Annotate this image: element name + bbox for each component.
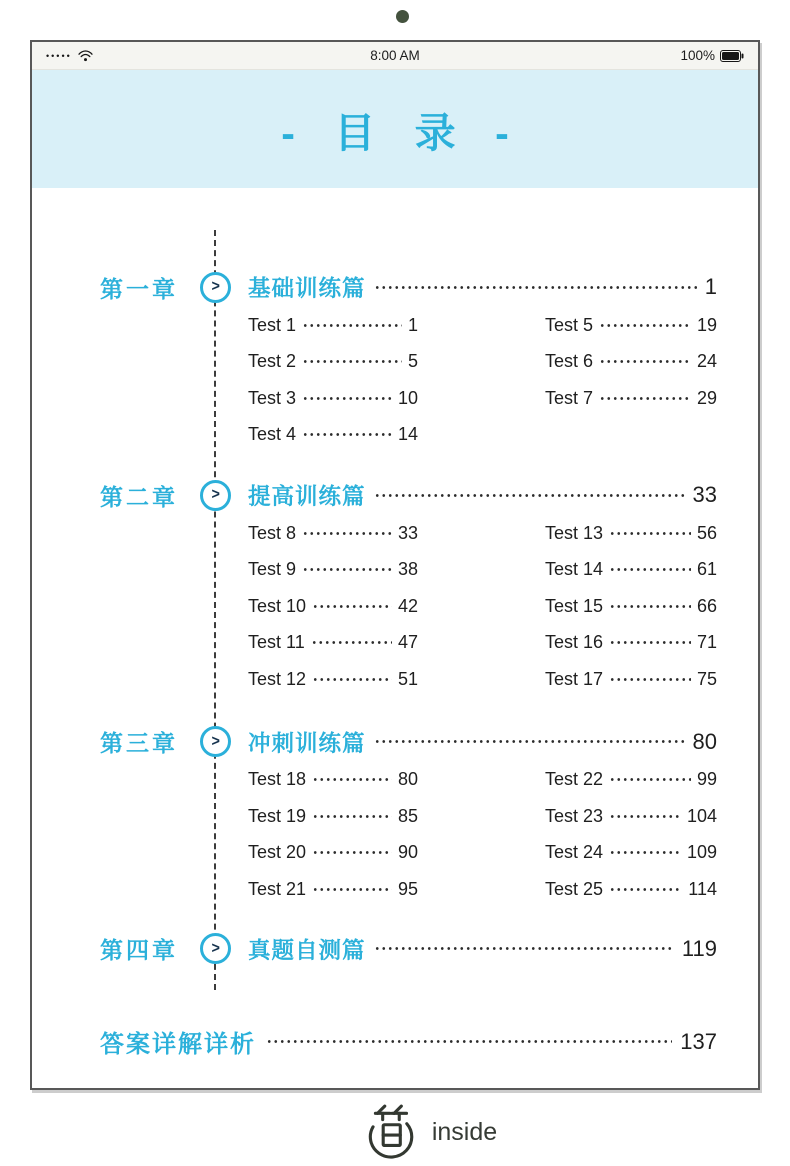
test-row[interactable] xyxy=(248,625,418,662)
chevron-right-icon: > xyxy=(211,486,220,503)
test-page-number: 90 xyxy=(397,842,418,863)
test-page-number: 85 xyxy=(397,805,418,826)
test-row[interactable] xyxy=(545,661,717,698)
test-row[interactable] xyxy=(248,344,418,381)
tablet-frame xyxy=(30,40,760,1090)
test-page-number: 99 xyxy=(696,769,717,790)
test-page-number: 5 xyxy=(407,351,418,372)
dotted-leader xyxy=(312,777,392,782)
test-page-number: 109 xyxy=(686,842,717,863)
test-page-number: 19 xyxy=(696,314,717,335)
jian-logo-icon xyxy=(363,1103,421,1161)
chapter-page-number: 1 xyxy=(704,274,717,299)
test-page-number: 51 xyxy=(397,668,418,689)
test-label: Test 14 xyxy=(545,559,604,580)
test-row[interactable] xyxy=(248,798,418,835)
dotted-leader xyxy=(599,323,691,328)
chevron-right-icon: > xyxy=(211,732,220,750)
test-page-number: 95 xyxy=(397,878,418,899)
dotted-leader xyxy=(609,531,691,536)
test-row[interactable] xyxy=(545,307,717,344)
signal-strength-icon: ••••• xyxy=(46,50,72,61)
wifi-icon xyxy=(78,50,93,62)
test-label: Test 22 xyxy=(545,769,604,790)
chapter-name: 第三章 xyxy=(100,730,178,756)
test-row[interactable] xyxy=(248,762,418,799)
battery-icon xyxy=(720,50,744,62)
dotted-leader xyxy=(312,604,392,609)
dotted-leader xyxy=(609,677,691,682)
test-label: Test 5 xyxy=(545,314,594,335)
toc-content xyxy=(100,188,717,1063)
test-page-number: 47 xyxy=(397,632,418,653)
test-row[interactable] xyxy=(248,417,418,454)
test-page-number: 104 xyxy=(686,805,717,826)
footer-brand xyxy=(0,1100,790,1164)
dotted-leader xyxy=(302,567,392,572)
test-page-number: 80 xyxy=(397,769,418,790)
chevron-circle-icon xyxy=(200,480,231,511)
test-label: Test 24 xyxy=(545,842,604,863)
dotted-leader xyxy=(311,640,392,645)
test-page-number: 71 xyxy=(696,632,717,653)
test-row[interactable] xyxy=(248,588,418,625)
test-page-number: 10 xyxy=(397,387,418,408)
test-label: Test 12 xyxy=(248,668,307,689)
test-row[interactable] xyxy=(248,380,418,417)
test-label: Test 13 xyxy=(545,522,604,543)
chapter-3-tests xyxy=(100,762,717,908)
test-page-number: 1 xyxy=(407,314,418,335)
test-row[interactable] xyxy=(545,588,717,625)
test-row[interactable] xyxy=(248,515,418,552)
chevron-circle-icon xyxy=(200,933,231,964)
chapter-2-tests xyxy=(100,515,717,698)
test-page-number: 33 xyxy=(397,522,418,543)
dotted-leader xyxy=(302,396,392,401)
test-row[interactable] xyxy=(545,344,717,381)
test-row[interactable] xyxy=(248,307,418,344)
dotted-leader xyxy=(609,604,691,609)
chapter-row-2[interactable] xyxy=(100,475,717,515)
chapter-title: 提高训练篇 xyxy=(248,484,366,509)
test-row[interactable] xyxy=(248,835,418,872)
chevron-circle-icon xyxy=(200,272,231,303)
test-page-number: 66 xyxy=(696,595,717,616)
test-label: Test 6 xyxy=(545,351,594,372)
tests-left-column xyxy=(248,515,418,698)
tests-left-column xyxy=(248,307,418,453)
test-page-number: 75 xyxy=(696,668,717,689)
test-row[interactable] xyxy=(545,380,717,417)
test-label: Test 3 xyxy=(248,387,297,408)
chapter-page-number: 33 xyxy=(692,482,717,507)
test-page-number: 56 xyxy=(696,522,717,543)
chapter-title: 冲刺训练篇 xyxy=(248,730,366,756)
chapter-row-3[interactable] xyxy=(100,722,717,762)
chapter-name: 第四章 xyxy=(100,937,178,963)
test-label: Test 18 xyxy=(248,769,307,790)
dotted-leader xyxy=(609,777,691,782)
test-page-number: 42 xyxy=(397,595,418,616)
dotted-leader xyxy=(312,677,392,682)
dotted-leader xyxy=(302,323,402,328)
dotted-leader xyxy=(609,814,681,819)
camera-dot xyxy=(396,10,409,23)
tests-left-column xyxy=(248,762,418,908)
status-time: 8:00 AM xyxy=(370,48,420,63)
page-title: - 目 录 - xyxy=(281,109,523,156)
test-row[interactable] xyxy=(248,871,418,908)
test-label: Test 10 xyxy=(248,595,307,616)
dotted-leader xyxy=(599,359,691,364)
answers-title: 答案详解详析 xyxy=(100,1031,256,1058)
dotted-leader xyxy=(609,640,691,645)
test-page-number: 29 xyxy=(696,387,717,408)
test-label: Test 8 xyxy=(248,522,297,543)
test-label: Test 17 xyxy=(545,668,604,689)
brand-label: inside xyxy=(431,1117,498,1146)
test-label: Test 4 xyxy=(248,424,297,445)
test-page-number: 114 xyxy=(688,878,717,899)
dotted-leader xyxy=(312,850,392,855)
test-label: Test 16 xyxy=(545,632,604,653)
title-band xyxy=(32,70,758,188)
dotted-leader xyxy=(374,946,674,951)
test-label: Test 1 xyxy=(248,314,297,335)
dotted-leader xyxy=(609,567,691,572)
test-row[interactable] xyxy=(545,762,717,799)
chevron-right-icon: > xyxy=(211,278,220,295)
test-page-number: 61 xyxy=(696,559,717,580)
status-bar xyxy=(32,42,758,70)
chapter-title: 真题自测篇 xyxy=(248,937,366,963)
tests-right-column xyxy=(545,762,717,908)
chapter-name: 第一章 xyxy=(100,275,178,302)
test-row[interactable] xyxy=(545,552,717,589)
answers-page-number: 137 xyxy=(680,1028,717,1054)
test-label: Test 25 xyxy=(545,878,604,899)
chapter-name: 第二章 xyxy=(100,483,178,510)
test-row[interactable] xyxy=(248,552,418,589)
chapter-page-number: 80 xyxy=(692,728,717,754)
tests-right-column xyxy=(545,515,717,698)
dotted-leader xyxy=(266,1039,672,1044)
test-label: Test 7 xyxy=(545,387,594,408)
dotted-leader xyxy=(312,814,392,819)
chapter-row-1[interactable] xyxy=(100,267,717,307)
dotted-leader xyxy=(374,285,697,290)
status-left-group xyxy=(46,50,93,62)
test-page-number: 14 xyxy=(397,424,418,445)
test-label: Test 19 xyxy=(248,805,307,826)
test-row[interactable] xyxy=(545,835,717,872)
dotted-leader xyxy=(599,396,691,401)
test-label: Test 23 xyxy=(545,805,604,826)
chevron-circle-icon xyxy=(200,726,231,757)
status-right-group xyxy=(680,48,744,63)
dotted-leader xyxy=(302,432,392,437)
dotted-leader xyxy=(302,531,392,536)
dotted-leader xyxy=(374,739,685,744)
test-label: Test 20 xyxy=(248,842,307,863)
test-label: Test 2 xyxy=(248,351,297,372)
chapter-1-tests xyxy=(100,307,717,453)
dotted-leader xyxy=(312,887,392,892)
answers-row[interactable] xyxy=(100,1021,717,1063)
test-row[interactable] xyxy=(545,515,717,552)
test-label: Test 21 xyxy=(248,878,307,899)
test-label: Test 11 xyxy=(248,632,305,653)
chapter-title: 基础训练篇 xyxy=(248,276,366,301)
chapter-page-number: 119 xyxy=(681,935,717,961)
battery-percentage: 100% xyxy=(680,48,715,63)
dotted-leader xyxy=(302,359,402,364)
chevron-right-icon: > xyxy=(211,939,220,957)
test-row[interactable] xyxy=(545,871,717,908)
test-page-number: 38 xyxy=(397,559,418,580)
tests-right-column xyxy=(545,307,717,453)
dotted-leader xyxy=(609,850,681,855)
chapter-row-4[interactable] xyxy=(100,929,717,969)
test-page-number: 24 xyxy=(696,351,717,372)
test-row[interactable] xyxy=(545,798,717,835)
dotted-leader xyxy=(609,887,682,892)
test-row[interactable] xyxy=(545,625,717,662)
test-label: Test 9 xyxy=(248,559,297,580)
test-row[interactable] xyxy=(248,661,418,698)
dotted-leader xyxy=(374,493,685,498)
test-label: Test 15 xyxy=(545,595,604,616)
